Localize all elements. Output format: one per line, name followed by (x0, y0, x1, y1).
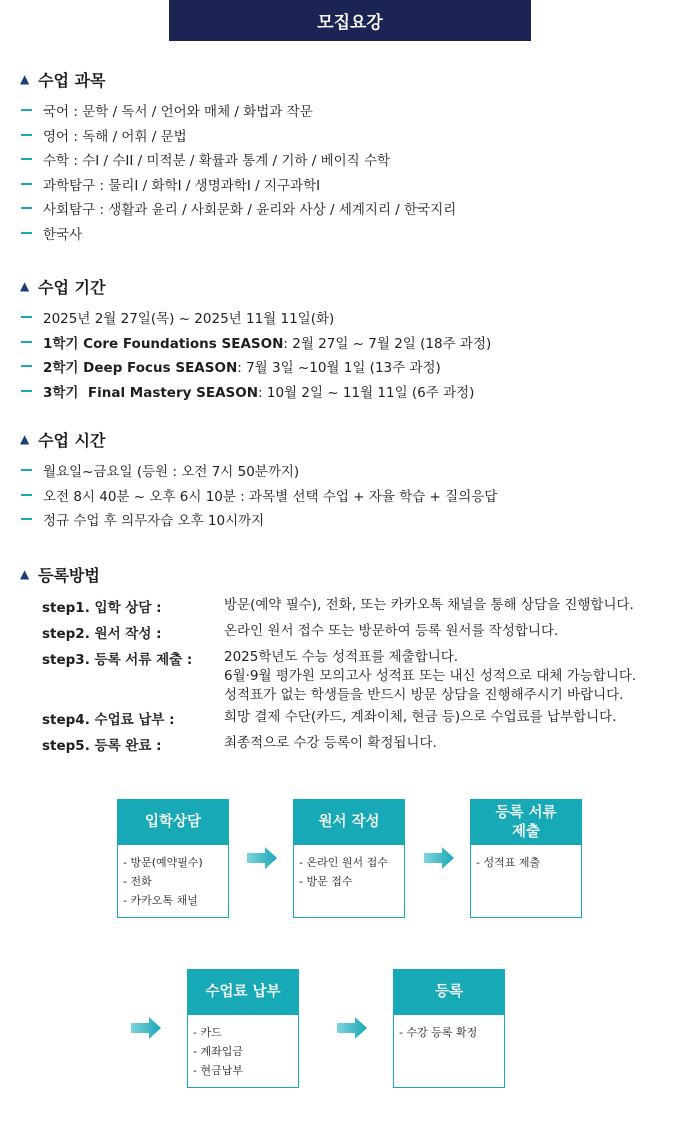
step-row (42, 622, 682, 648)
list-item: 2학기 Deep Focus SEASON : 7월 3일 ~10월 1일 (13주 과정) (20, 354, 680, 379)
section-title: ▲ 수업 시간 (20, 430, 106, 450)
list-item: 월요일~금요일 (등원 : 오전 7시 50분까지) (20, 458, 680, 483)
step-description: 2025학년도 수능 성적표를 제출합니다. (224, 649, 459, 665)
dash-icon (21, 390, 32, 392)
flow-box-item: - 방문 접수 (299, 875, 353, 888)
flow-box-title: 원서 작성 (294, 800, 404, 845)
flow-box-title: 등록 (394, 970, 504, 1015)
section-title: ▲ 등록방법 (20, 565, 100, 585)
step-row (42, 734, 682, 760)
page-title: 모집요강 (317, 13, 383, 33)
flow-box-title: 등록 서류 제출 (471, 800, 581, 845)
flow-box-title: 입학상담 (118, 800, 228, 845)
flow-box-consultation (117, 799, 229, 918)
flow-box-item: - 수강 등록 확정 (399, 1026, 478, 1039)
dash-icon (21, 109, 32, 111)
flow-box-item: - 온라인 원서 접수 (299, 856, 388, 869)
step-label: step4. 수업료 납부 : (42, 712, 175, 728)
step-description: 방문(예약 필수), 전화, 또는 카카오톡 채널을 통해 상담을 진행합니다. (224, 597, 634, 613)
dash-icon (21, 183, 32, 185)
step-label: step3. 등록 서류 제출 : (42, 652, 193, 668)
step-label: step1. 입학 상담 : (42, 600, 162, 616)
flow-box-item: - 현금납부 (193, 1064, 243, 1077)
dash-icon (21, 365, 32, 367)
dash-icon (21, 316, 32, 318)
triangle-icon: ▲ (20, 567, 30, 581)
step-description: 온라인 원서 접수 또는 방문하여 등록 원서를 작성합니다. (224, 623, 559, 639)
dash-icon (21, 158, 32, 160)
step-description: 6월·9월 평가원 모의고사 성적표 또는 내신 성적으로 대체 가능합니다. (224, 668, 637, 684)
step-description: 성적표가 없는 학생들을 반드시 방문 상담을 진행해주시기 바랍니다. (224, 687, 624, 703)
section-hours (20, 427, 680, 532)
section-title: ▲ 수업 기간 (20, 277, 106, 297)
arrow-right-icon (247, 847, 277, 869)
page-header (169, 0, 531, 41)
step-description: 희망 결제 수단(카드, 계좌이체, 현금 등)으로 수업료를 납부합니다. (224, 709, 617, 725)
step-description: 최종적으로 수강 등록이 확정됩니다. (224, 735, 437, 751)
arrow-right-icon (424, 847, 454, 869)
flow-box-application (293, 799, 405, 918)
dash-icon (21, 469, 32, 471)
flow-box-item: - 전화 (123, 875, 152, 888)
step-row (42, 596, 682, 622)
triangle-icon: ▲ (20, 72, 30, 86)
triangle-icon: ▲ (20, 279, 30, 293)
flow-box-registration (393, 969, 505, 1088)
list-item: 과학탐구 : 물리I / 화학I / 생명과학I / 지구과학I (20, 172, 680, 197)
flow-box-item: - 계좌입금 (193, 1045, 243, 1058)
registration-steps (42, 596, 682, 760)
list-item: 오전 8시 40분 ~ 오후 6시 10분 : 과목별 선택 수업 + 자율 학습 + 질의응답 (20, 483, 680, 508)
flow-box-title: 수업료 납부 (188, 970, 298, 1015)
dash-icon (21, 518, 32, 520)
section-period (20, 274, 680, 403)
dash-icon (21, 207, 32, 209)
dash-icon (21, 232, 32, 234)
flow-box-item: - 카카오톡 채널 (123, 894, 198, 907)
flow-box-item: - 방문(예약필수) (123, 856, 203, 869)
list-item: 영어 : 독해 / 어휘 / 문법 (20, 123, 680, 148)
step-label: step2. 원서 작성 : (42, 626, 162, 642)
list-item: 3학기 Final Mastery SEASON : 10월 2일 ~ 11월 11일 (6주 과정) (20, 379, 680, 404)
list-item: 한국사 (20, 221, 680, 246)
list-item: 사회탐구 : 생활과 윤리 / 사회문화 / 윤리와 사상 / 세계지리 / 한국지리 (20, 196, 680, 221)
step-label: step5. 등록 완료 : (42, 738, 162, 754)
flow-box-payment (187, 969, 299, 1088)
section-subjects (20, 67, 680, 245)
flow-box-item: - 카드 (193, 1026, 222, 1039)
arrow-right-icon (337, 1017, 367, 1039)
triangle-icon: ▲ (20, 432, 30, 446)
dash-icon (21, 494, 32, 496)
step-row (42, 708, 682, 734)
section-registration (20, 562, 680, 586)
list-item: 2025년 2월 27일(목) ~ 2025년 11월 11일(화) (20, 305, 680, 330)
list-item: 국어 : 문학 / 독서 / 언어와 매체 / 화법과 작문 (20, 98, 680, 123)
flow-box-item: - 성적표 제출 (476, 856, 541, 869)
flow-box-documents (470, 799, 582, 918)
list-item: 수학 : 수I / 수II / 미적분 / 확률과 통계 / 기하 / 베이직 수학 (20, 147, 680, 172)
list-item: 1학기 Core Foundations SEASON : 2월 27일 ~ 7월 2일 (18주 과정) (20, 330, 680, 355)
arrow-right-icon (131, 1017, 161, 1039)
step-row (42, 648, 682, 708)
section-title: ▲ 수업 과목 (20, 70, 106, 90)
list-item: 정규 수업 후 의무자습 오후 10시까지 (20, 507, 680, 532)
dash-icon (21, 341, 32, 343)
dash-icon (21, 134, 32, 136)
